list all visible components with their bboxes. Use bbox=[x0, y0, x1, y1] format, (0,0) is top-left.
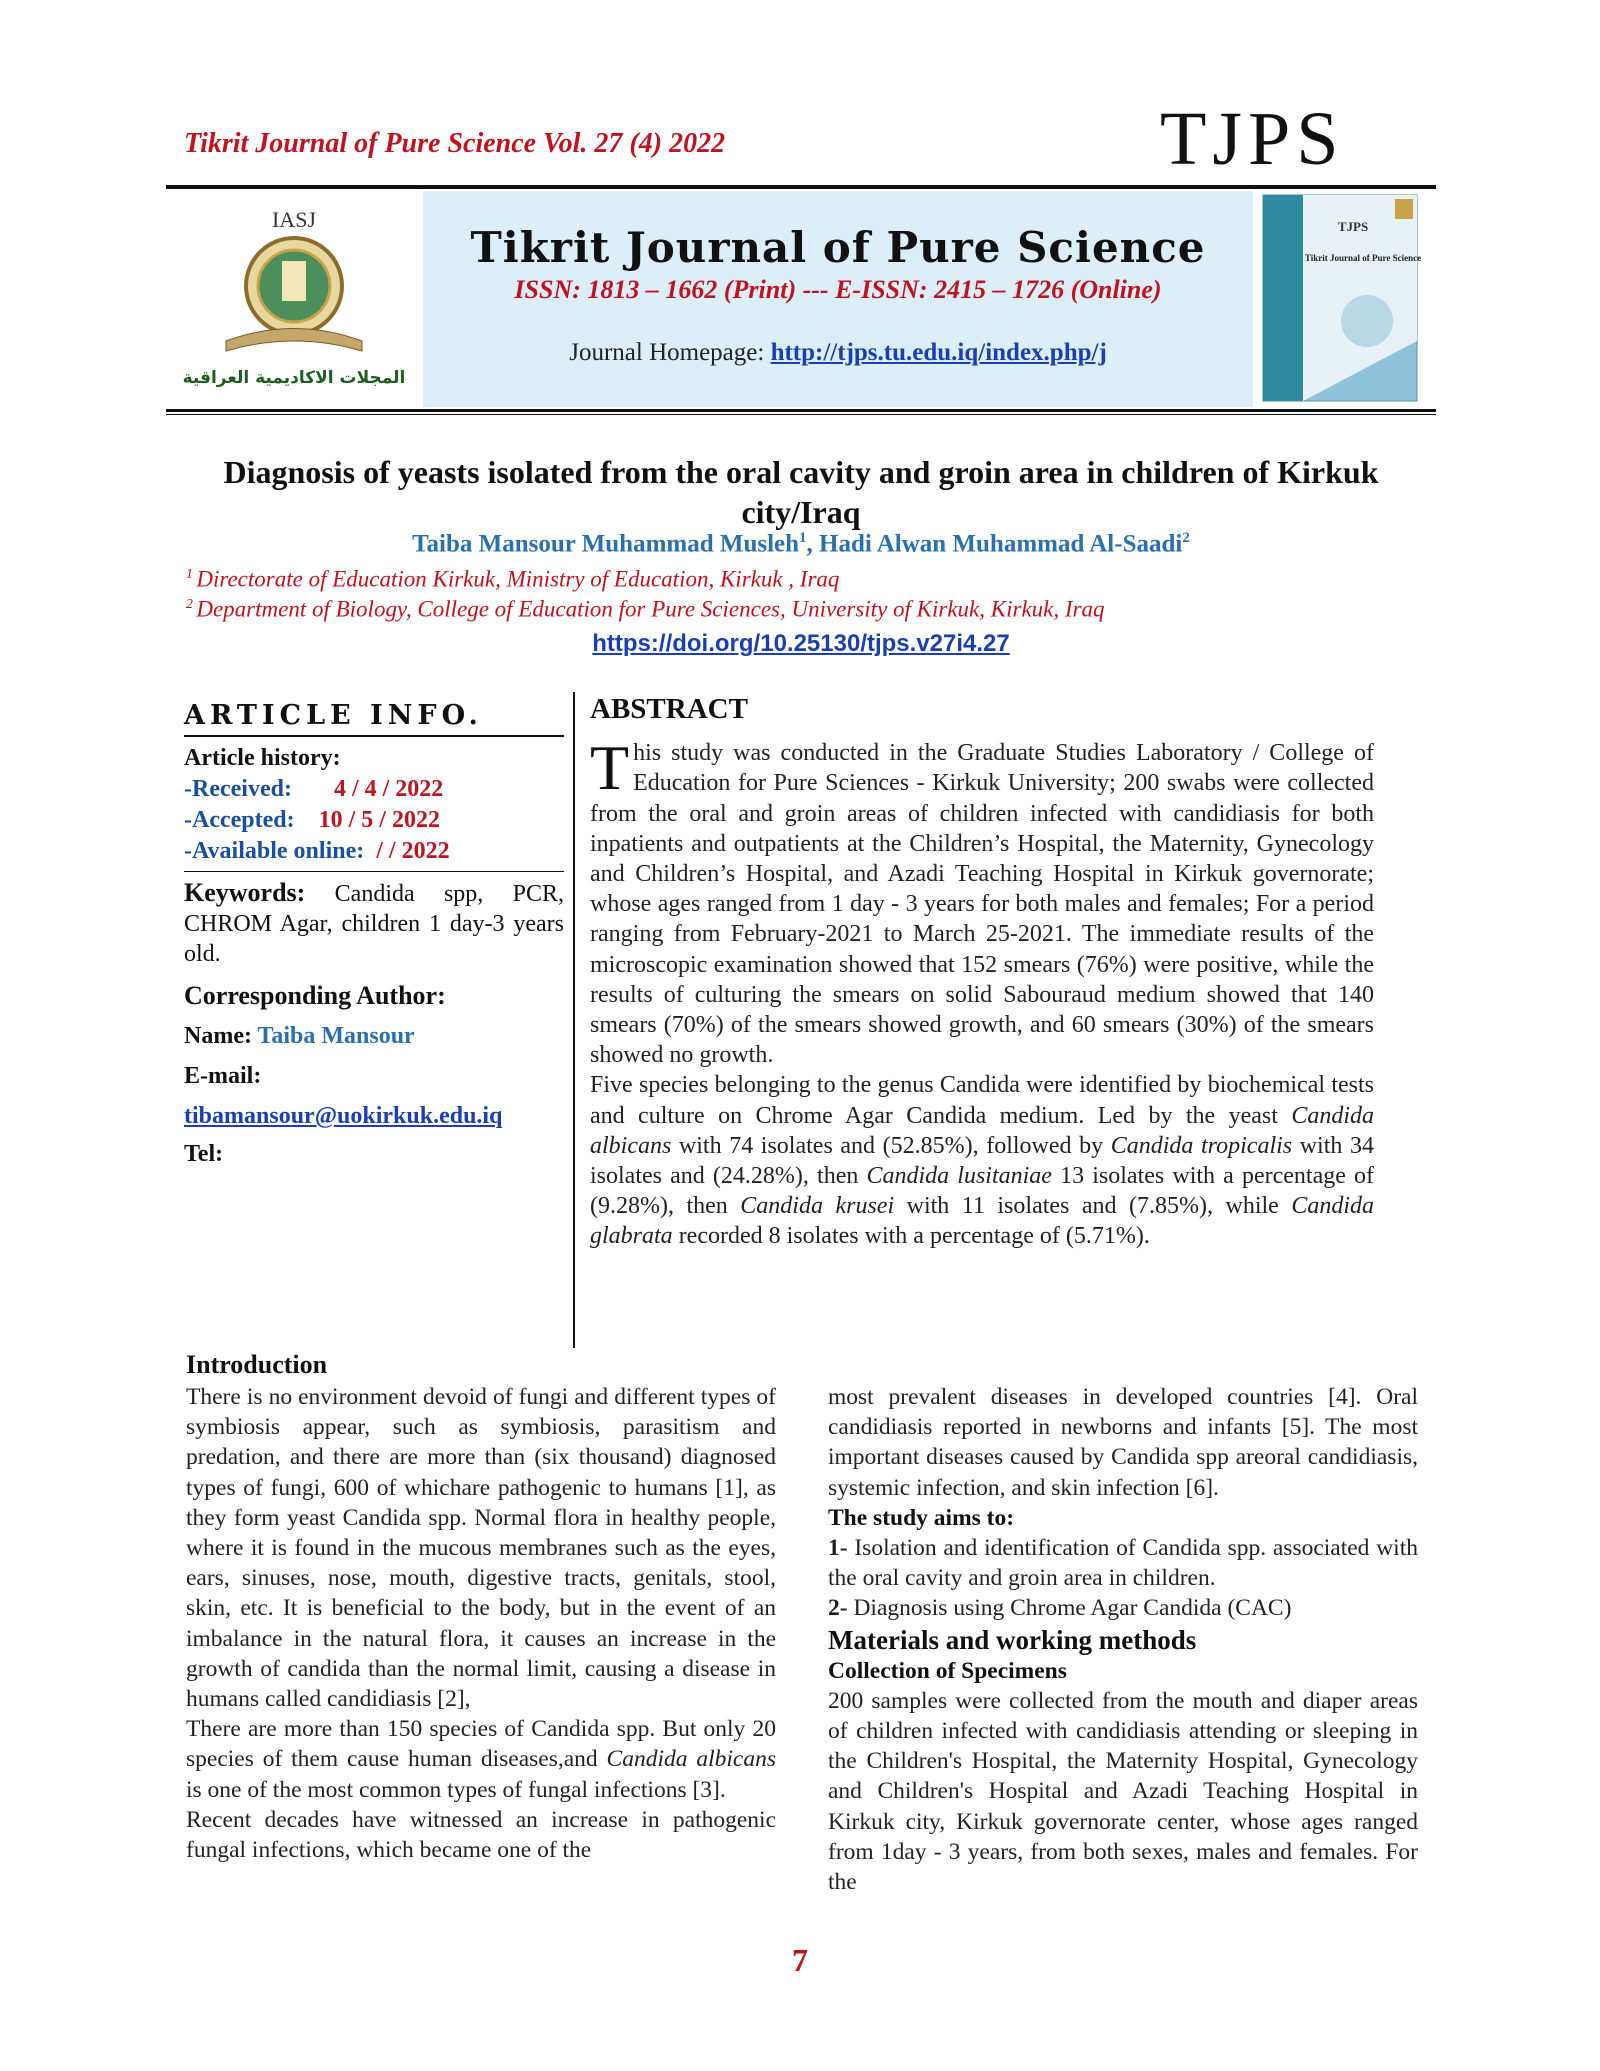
logo-arabic-text: المجلات الاكاديمية العراقية bbox=[182, 368, 406, 388]
cover-title: TJPS bbox=[1337, 219, 1369, 234]
materials-heading: Materials and working methods bbox=[828, 1624, 1197, 1655]
online-row bbox=[184, 836, 564, 867]
aim-text: Isolation and identification of Candida spp. associated with the oral cavity and groin area in children. bbox=[828, 1535, 1418, 1592]
body-column-left bbox=[186, 1382, 776, 1865]
corresponding-name: Taiba Mansour bbox=[257, 1023, 415, 1049]
email-label: E-mail: bbox=[184, 1063, 262, 1089]
header-rule bbox=[166, 185, 1436, 189]
right-paragraph-1: most prevalent diseases in developed countries [4]. Oral candidiasis reported in newborns and infants [5]. The most important diseases caused by Candida spp areoral candidiasis, systemic infection, and skin infection [6]. bbox=[828, 1384, 1418, 1501]
journal-mark: TJPS bbox=[1160, 97, 1345, 181]
received-label: -Received: bbox=[184, 776, 292, 802]
body-column-right bbox=[828, 1382, 1418, 1897]
species-name: Candida tropicalis bbox=[1110, 1132, 1293, 1159]
abstract-text: recorded 8 isolates with a percentage of (5.71%). bbox=[672, 1223, 1150, 1250]
abstract-paragraph-1 bbox=[590, 732, 1374, 1070]
intro-paragraph-2 bbox=[186, 1714, 776, 1805]
author-list: Taiba Mansour Muhammad Musleh$^1$, Hadi Alwan Muhammad Al-Saadi$^2$ bbox=[412, 530, 1190, 558]
keywords bbox=[184, 878, 564, 969]
aims-heading: The study aims to: bbox=[828, 1504, 1015, 1531]
corresponding-author-label: Corresponding Author: bbox=[184, 981, 446, 1010]
author-name-row bbox=[184, 1019, 564, 1053]
paper-title: Diagnosis of yeasts isolated from the oral cavity and groin area in children of Kirkuk city/Iraq bbox=[223, 454, 1379, 530]
history-label: Article history: bbox=[184, 745, 341, 771]
article-info bbox=[184, 700, 564, 1171]
collection-paragraph: 200 samples were collected from the mouth and diaper areas of children infected with candidiasis attending or sleeping in the Children's Hospital, the Maternity Hospital, Gynecology and Children's Hospital and Azadi Teaching Hospital in Kirkuk city, Kirkuk governorate center, whose ages ranged from 1day - 3 years, from both sexes, males and females. For the bbox=[828, 1687, 1418, 1896]
abstract-text: with 74 isolates and (52.85%), followed by bbox=[671, 1132, 1111, 1159]
received-row bbox=[184, 774, 564, 805]
species-name: Candida albicans bbox=[606, 1746, 776, 1773]
intro-paragraph-3: Recent decades have witnessed an increase in pathogenic fungal infections, which became one of the bbox=[186, 1806, 776, 1864]
introduction-heading: Introduction bbox=[186, 1350, 328, 1379]
received-date: 4 / 4 / 2022 bbox=[333, 776, 444, 802]
iasj-logo bbox=[166, 191, 421, 407]
aim-2 bbox=[828, 1593, 1418, 1623]
doi-link[interactable]: https://doi.org/10.25130/tjps.v27i4.27 bbox=[592, 630, 1010, 657]
intro-text: There are more than 150 species of Candida spp. But only 20 species of them cause human diseases,and bbox=[186, 1716, 776, 1773]
abstract-paragraph-2 bbox=[590, 1070, 1374, 1251]
email-link[interactable]: tibamansour@uokirkuk.edu.iq bbox=[184, 1103, 503, 1129]
banner-journal-title: Tikrit Journal of Pure Science bbox=[470, 223, 1206, 272]
journal-banner bbox=[166, 191, 1436, 407]
homepage-label: Journal Homepage: bbox=[569, 339, 771, 366]
abstract-text: Five species belonging to the genus Candida were identified by biochemical tests and culture on Chrome Agar Candida medium. Led by the yeast bbox=[590, 1072, 1374, 1129]
affiliation-1-text: Directorate of Education Kirkuk, Ministry of Education, Kirkuk , Iraq bbox=[196, 566, 840, 592]
affiliation-1: $^1$ Directorate of Education Kirkuk, Ministry of Education, Kirkuk , Iraq bbox=[186, 566, 840, 592]
banner-homepage bbox=[423, 339, 1253, 367]
accepted-row bbox=[184, 805, 564, 836]
page-number: 7 bbox=[792, 1942, 808, 1978]
email-row bbox=[184, 1099, 564, 1133]
aim-number: 1- bbox=[828, 1535, 848, 1562]
abstract-text: with 34 isolates and (24.28%), then bbox=[590, 1132, 1374, 1190]
author-2: Hadi Alwan Muhammad Al-Saadi bbox=[819, 530, 1183, 558]
affiliation-2-text: Department of Biology, College of Education for Pure Sciences, University of Kirkuk, Kirkuk, Iraq bbox=[196, 596, 1105, 622]
intro-text: is one of the most common types of fungal infections [3]. bbox=[186, 1776, 726, 1803]
tel-label: Tel: bbox=[184, 1141, 224, 1167]
abstract-dropcap: T bbox=[590, 732, 630, 804]
article-info-heading: ARTICLE INFO. bbox=[184, 700, 483, 731]
keywords-text: Candida spp, PCR, CHROM Agar, children 1 day-3 years old. bbox=[184, 881, 564, 967]
abstract-text: 13 isolates with a percentage of (9.28%), then bbox=[590, 1163, 1375, 1220]
journal-running-header: Tikrit Journal of Pure Science Vol. 27 (4) 2022 bbox=[184, 128, 726, 159]
intro-paragraph-1: There is no environment devoid of fungi and different types of symbiosis appear, such as symbiosis, parasitism and predation, and there are more than (six thousand) diagnosed types of fungi, 600 of whichare pathogenic to humans [1], as they form yeast Candida spp. Normal flora in healthy people, where it is found in the mucous membranes such as the eyes, ears, sinuses, nose, mouth, digestive tracts, genitals, stool, skin, etc. It is beneficial to the body, but in the event of an imbalance in the natural flora, it causes an increase in the growth of candida than the normal limit, causing a disease in humans called candidiasis [2], bbox=[186, 1384, 776, 1713]
online-date: / / 2022 bbox=[376, 838, 450, 864]
logo-label: IASJ bbox=[271, 207, 317, 232]
species-name: Candida glabrata bbox=[590, 1193, 1375, 1250]
banner-rule-thin bbox=[166, 414, 1436, 415]
author-1: Taiba Mansour Muhammad Musleh bbox=[412, 530, 800, 558]
banner-rule-thick bbox=[166, 409, 1436, 412]
abstract-text: with 11 isolates and (7.85%), while bbox=[894, 1193, 1292, 1220]
species-name: Candida lusitaniae bbox=[866, 1163, 1052, 1190]
column-divider bbox=[573, 692, 575, 1348]
abstract-paragraph-1-text: his study was conducted in the Graduate Studies Laboratory / College of Education for Pure Sciences - Kirkuk University; 200 swabs were collected from the oral and groin areas of children infected with candidiasis for both inpatients and outpatients at the Children’s Hospital, the Maternity, Gynecology and Children’s Hospital, and Azadi Teaching Hospital in Kirkuk governorate; whose ages ranged from 1 day - 3 years for both males and females; For a period ranging from February-2021 to March 25-2021. The immediate results of the microscopic examination showed that 152 smears (76%) were positive, while the results of culturing the smears on solid Sabouraud medium showed that 140 smears (70%) of the smears showed growth, and 60 smears (30%) of the smears showed no growth. bbox=[590, 740, 1374, 1069]
abstract bbox=[590, 694, 1374, 1252]
info-divider bbox=[184, 871, 564, 872]
affiliation-2: $^2$ Department of Biology, College of Education for Pure Sciences, University of Kirkuk, Kirkuk, Iraq bbox=[186, 596, 1105, 622]
info-divider bbox=[184, 735, 564, 737]
abstract-heading: ABSTRACT bbox=[590, 693, 748, 725]
accepted-label: -Accepted: bbox=[184, 807, 295, 833]
species-name: Candida krusei bbox=[740, 1193, 895, 1220]
accepted-date: 10 / 5 / 2022 bbox=[318, 807, 440, 833]
species-name: Candida albicans bbox=[590, 1102, 1374, 1159]
doi bbox=[166, 630, 1436, 658]
banner-center bbox=[423, 191, 1253, 407]
aim-number: 2- bbox=[828, 1595, 848, 1622]
collection-heading: Collection of Specimens bbox=[828, 1657, 1067, 1684]
cover-subtitle: Tikrit Journal of Pure Science bbox=[1304, 253, 1422, 263]
name-label: Name: bbox=[184, 1023, 258, 1049]
keywords-label: Keywords: bbox=[184, 878, 306, 907]
banner-issn: ISSN: 1813 – 1662 (Print) --- E-ISSN: 2415 – 1726 (Online) bbox=[514, 275, 1162, 304]
homepage-link[interactable]: http://tjps.tu.edu.iq/index.php/j bbox=[770, 339, 1107, 366]
online-label: -Available online: bbox=[184, 838, 365, 864]
aim-text: Diagnosis using Chrome Agar Candida (CAC) bbox=[847, 1595, 1292, 1622]
journal-cover-thumbnail bbox=[1255, 191, 1436, 407]
aim-1 bbox=[828, 1533, 1418, 1593]
